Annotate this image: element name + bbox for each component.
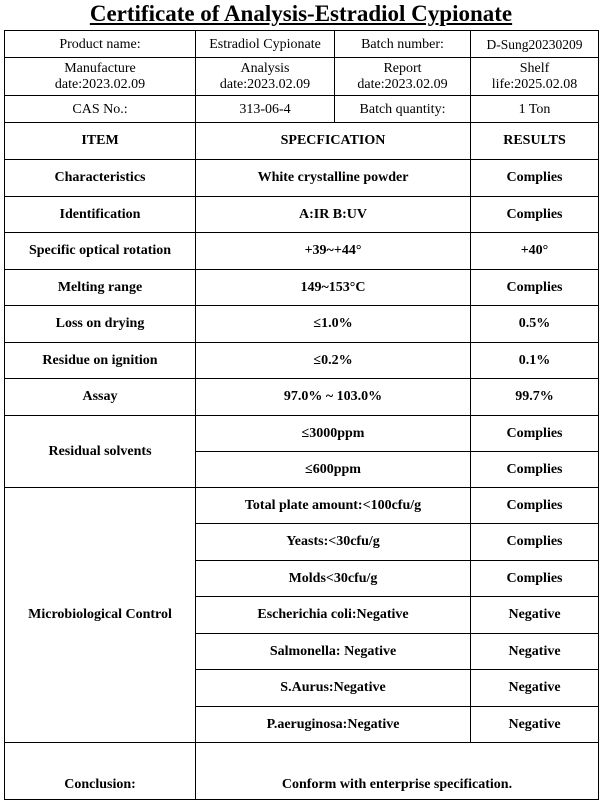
analysis-label: Analysis [240, 60, 290, 76]
row-spec: 97.0% ~ 103.0% [196, 379, 471, 416]
row-item: Loss on drying [5, 306, 196, 343]
header-row-product [5, 31, 599, 58]
microbiological-control-item: Microbiological Control [5, 488, 196, 743]
cas-label: CAS No.: [5, 96, 196, 123]
header-row-cas [5, 96, 599, 123]
report-date [335, 58, 471, 96]
batch-number-label: Batch number: [335, 31, 471, 58]
row-item: Specific optical rotation [5, 233, 196, 270]
row-spec: Salmonella: Negative [196, 634, 471, 670]
table-row [5, 160, 599, 197]
column-header-specification: SPECFICATION [196, 123, 471, 160]
row-spec: ≤3000ppm [196, 416, 471, 452]
manufacture-label: Manufacture [64, 60, 136, 76]
row-spec: White crystalline powder [196, 160, 471, 197]
batch-quantity-value: 1 Ton [471, 96, 599, 123]
row-spec: Yeasts:<30cfu/g [196, 524, 471, 561]
manufacture-value: date:2023.02.09 [54, 76, 146, 92]
analysis-value: date:2023.02.09 [219, 76, 311, 92]
manufacture-date [5, 58, 196, 96]
product-name-value: Estradiol Cypionate [196, 31, 335, 58]
row-result: Negative [471, 634, 599, 670]
row-spec: Molds<30cfu/g [196, 561, 471, 597]
row-result: Complies [471, 561, 599, 597]
analysis-date [196, 58, 335, 96]
row-spec: A:IR B:UV [196, 197, 471, 233]
row-result: Negative [471, 597, 599, 634]
row-result: Complies [471, 488, 599, 524]
row-result: 0.1% [471, 343, 599, 379]
product-name-label: Product name: [5, 31, 196, 58]
column-header-results: RESULTS [471, 123, 599, 160]
table-row-micro [5, 488, 599, 524]
shelf-life [471, 58, 599, 96]
row-result: Complies [471, 524, 599, 561]
row-result: 99.7% [471, 379, 599, 416]
row-item: Characteristics [5, 160, 196, 197]
row-item: Residue on ignition [5, 343, 196, 379]
row-spec: +39~+44° [196, 233, 471, 270]
batch-number-value: D-Sung20230209 [471, 31, 599, 58]
row-spec: P.aeruginosa:Negative [196, 707, 471, 743]
row-result: Complies [471, 452, 599, 488]
row-result: Negative [471, 670, 599, 707]
row-result: Negative [471, 707, 599, 743]
row-result: Complies [471, 197, 599, 233]
conclusion-value: Conform with enterprise specification. [196, 743, 599, 800]
row-item: Melting range [5, 270, 196, 306]
row-result: 0.5% [471, 306, 599, 343]
row-result: +40° [471, 233, 599, 270]
table-row-residual [5, 416, 599, 452]
row-result: Complies [471, 270, 599, 306]
shelf-value: life:2025.02.08 [491, 76, 578, 92]
row-spec: ≤600ppm [196, 452, 471, 488]
batch-quantity-label: Batch quantity: [335, 96, 471, 123]
conclusion-row [5, 743, 599, 800]
conclusion-label: Conclusion: [5, 743, 196, 800]
row-spec: Escherichia coli:Negative [196, 597, 471, 634]
cas-value: 313-06-4 [196, 96, 335, 123]
row-spec: ≤0.2% [196, 343, 471, 379]
row-spec: Total plate amount:<100cfu/g [196, 488, 471, 524]
row-spec: 149~153°C [196, 270, 471, 306]
column-header-item: ITEM [5, 123, 196, 160]
coa-table [4, 30, 599, 800]
table-row [5, 343, 599, 379]
table-row [5, 379, 599, 416]
header-row-dates [5, 58, 599, 96]
table-row [5, 233, 599, 270]
column-header-row [5, 123, 599, 160]
row-result: Complies [471, 160, 599, 197]
row-spec: ≤1.0% [196, 306, 471, 343]
row-item: Assay [5, 379, 196, 416]
row-item: Identification [5, 197, 196, 233]
shelf-label: Shelf [519, 60, 550, 76]
table-row [5, 270, 599, 306]
document-title: Certificate of Analysis-Estradiol Cypionate [89, 1, 513, 26]
table-row [5, 197, 599, 233]
residual-solvents-item: Residual solvents [5, 416, 196, 488]
report-label: Report [383, 60, 422, 76]
report-value: date:2023.02.09 [357, 76, 448, 92]
table-row [5, 306, 599, 343]
row-result: Complies [471, 416, 599, 452]
row-spec: S.Aurus:Negative [196, 670, 471, 707]
